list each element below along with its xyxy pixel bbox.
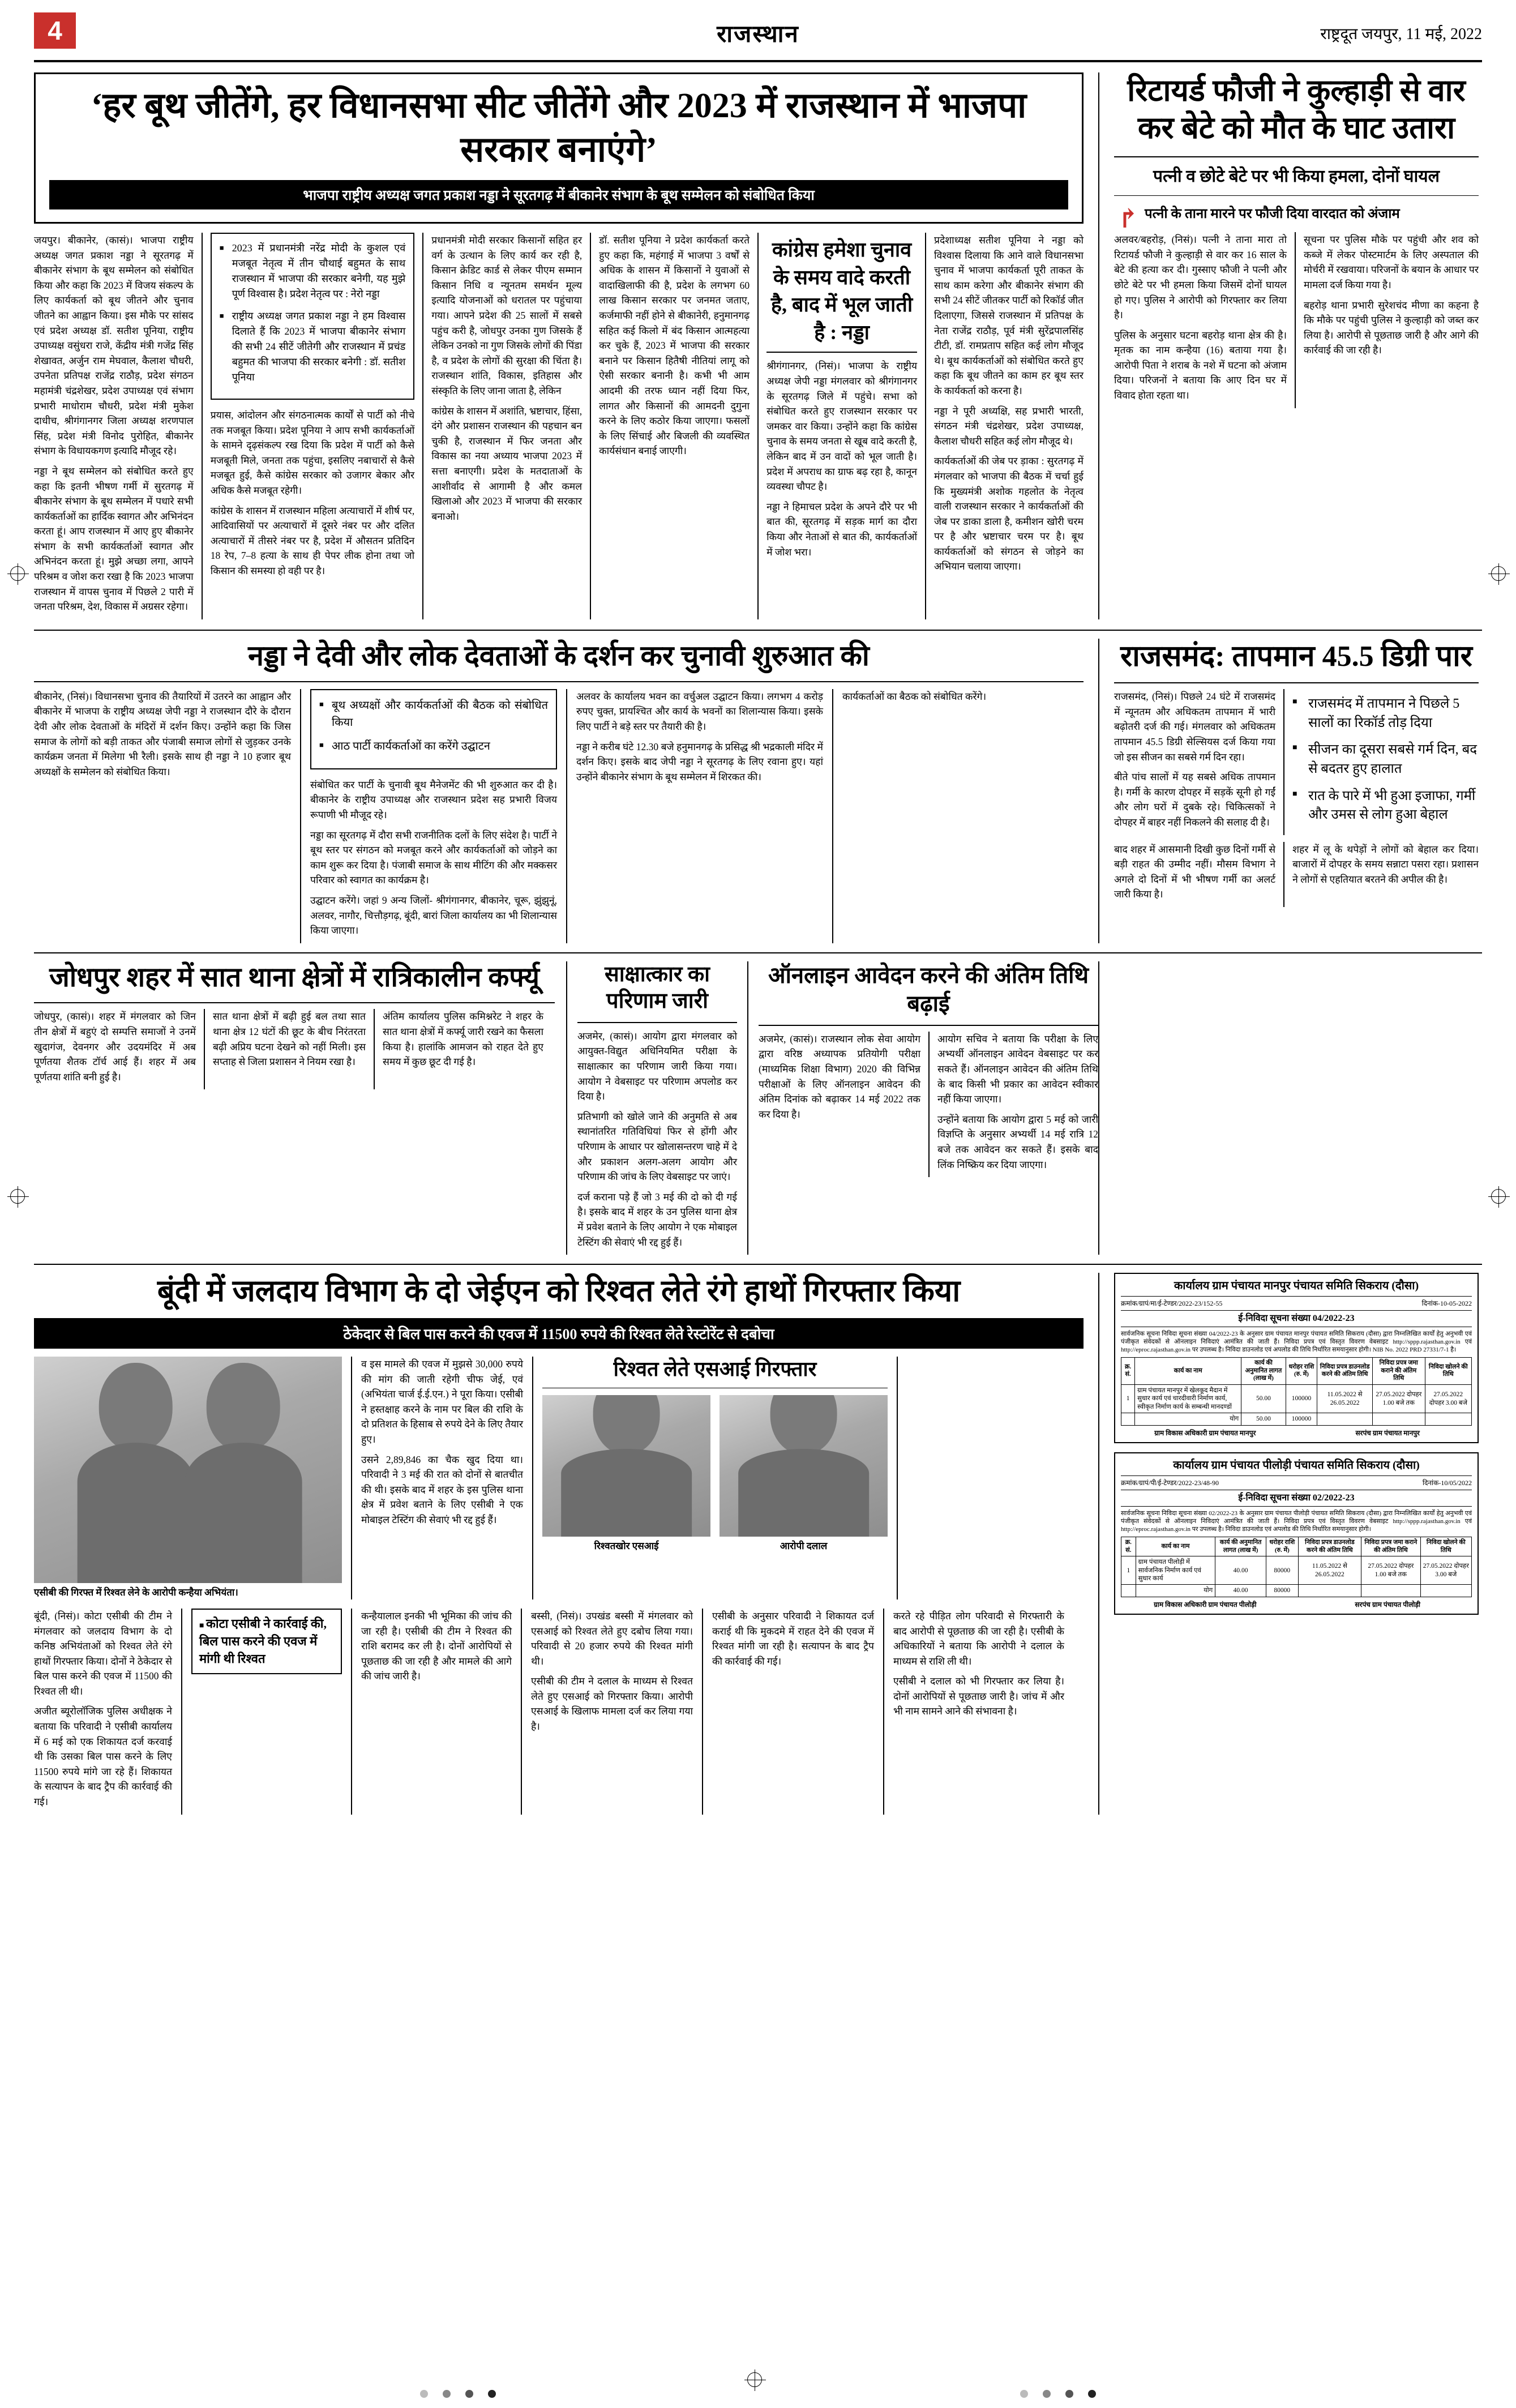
lead-subhead-jeb: कार्यकर्ताओं की जेब पर ड़ाका : सुरतगढ़ में मंगलवार को भाजपा की बैठक में चर्चा हुई कि मुख्यमंत्री अशोक गहलोत के नेतृत्व वाली राजस्थान सरकार ने कार्यकर्ताओं की जेब पर डाका डाला है, कमीशन खोरी चरम पर है और भ्रष्टाचार चरम पर है। बूथ कार्यकर्ताओं को संगठन से जोड़ने का अभियान चलाया जाएगा। xyxy=(934,455,1084,572)
lead-para: डॉ. सतीश पूनिया ने प्रदेश कार्यकर्ता करते हुए कहा कि, महंगाई में भाजपा 3 वर्षों से अधिक के शासन में किसानों ने युवाओं से वादाखिलाफी की है, प्रदेश के लगभग 60 लाख किसान सरकार पर जनमत जताए, कर्जमाफी नहीं होने से बीकानेरी, हनुमानगढ़ सहित कई किलो में बंद किसान आत्महत्या कर चुके हैं, 2023 में भाजपा की सरकार बनाने पर किसान हितैषी नीतियां लागू को ऐसी सरकार बनानी है। कभी भी आम आदमी की तरफ ध्यान नहीं दिया फिर, लागत और किसानों की आमदनी दुगुना करने के लिए कठोर किया जाएगा। फसलों के लिए सिंचाई और बिजली की व्यवस्थित कार्यसंधान बनाई जाएगी। xyxy=(599,234,750,457)
tender1-total-label: योग xyxy=(1135,1413,1241,1425)
nadda-temple-para: नड्डा का सूरतगढ़ में दौरा सभी राजनीतिक दलों के लिए संदेश है। पार्टी ने बूथ स्तर पर संगठन को मजबूत करने और कार्यकर्ताओं को जोड़ने का काम शुरू कर दिया है। पंजाबी समाज के साथ मीटिंग की और मक्कसर परिवार को स्वागत का कार्यक्रम है। xyxy=(310,829,557,886)
online-apply-story xyxy=(747,961,1098,1255)
lead-headline-box xyxy=(34,72,1084,224)
tender1-header-row xyxy=(1121,1357,1472,1384)
tender2-col: कार्य की अनुमानित लागत (लाख में) xyxy=(1215,1537,1266,1556)
tender1-cell: ग्राम पंचायत मानपुर में खेलकूद मैदान में सुधार कार्य एवं चारदीवारी निर्माण कार्य, स्वीकृत निर्माण कार्य के सम्बन्धी मानदण्डों xyxy=(1135,1385,1241,1413)
rajsamand-column-1 xyxy=(1114,689,1283,835)
tender1-total-cost: 50.00 xyxy=(1241,1413,1286,1425)
jodhpur-headline: जोधपुर शहर में सात थाना क्षेत्रों में रात्रिकालीन कर्फ्यू xyxy=(49,962,539,993)
tender1-total-emd: 100000 xyxy=(1286,1413,1317,1425)
tender2-office: कार्यालय ग्राम पंचायत पीलोड़ी पंचायत समिति सिकराय (दौसा) xyxy=(1121,1458,1472,1476)
lead-para: नड्डा ने पूरी अध्यक्षि, सह प्रभारी भारती, संगठन मंत्री चंद्रशेखर, प्रदेश उपाध्यक्ष, कैलाश चौधरी सहित कई लोग मौजूद थे। xyxy=(934,405,1084,447)
rajsamand-bullet: ■ सीजन का दूसरा सबसे गर्म दिन, बद से बदतर हुए हालात xyxy=(1308,741,1479,779)
tender2-total-label: योग xyxy=(1136,1585,1215,1597)
online-apply-column-1 xyxy=(759,1032,928,1177)
lead-para: प्रयास, आंदोलन और संगठनात्मक कार्यों से पार्टी को नीचे तक मजबूत किया। प्रदेश पूनिया ने आप सभी कार्यकर्ताओं के सामने दृढ़संकल्प रख दिया कि प्रदेश में पार्टी को कैसे मजबूती मिले, जनता तक पहुंचा, इसलिए नबाचारों से कैसे मजबूत हुई, कैसे कांग्रेस सरकार को उजागर बेकार और अधिक कैसे मजबूत रहेगी। xyxy=(210,409,415,496)
publication-line: राष्ट्रदूत जयपुर, 11 मई, 2022 xyxy=(1320,25,1482,43)
bundi-para: बस्सी, (निसं)। उपखंड बस्सी में मंगलवार को एसआई को रिश्वत लेते हुए दबोच लिया गया। परिवादी से 20 हजार रुपये की रिश्वत मांगी थी। xyxy=(531,1610,693,1667)
dalal-photo xyxy=(720,1395,888,1537)
ajmer-result-body xyxy=(577,1029,737,1250)
bundi-para: एसीबी के अनुसार परिवादी ने शिकायत दर्ज कराई थी कि मुकदमे में राहत देने की एवज में रिश्वत मांगी जा रही है। सत्यापन के बाद ट्रैप की कार्रवाई की गई। xyxy=(712,1610,874,1667)
tender2-right-meta: दिनांक-10/05/2022 xyxy=(1422,1479,1472,1487)
bundi-para: व इस मामले की एवज में मुझसे 30,000 रुपये की मांग की जाती रहेगी चीफ जेई, एवं (अभियंता चार्ज ई.ई.एन.) ने पूरा किया। एसीबी ने हस्तक्षाह करने के नाम पर बिल की राशि के दो प्रतिशत के हिसाब से रुपये देने के लिए तैयार हुए। xyxy=(361,1358,523,1445)
bundi-para: एसीबी ने दलाल को भी गिरफ्तार कर लिया है। दोनों आरोपियों से पूछताछ जारी है। जांच में और भी नाम सामने आने की संभावना है। xyxy=(893,1675,1064,1717)
bundi-column-4 xyxy=(897,1357,1078,1599)
third-band xyxy=(34,961,1482,1255)
tender2-cell: ग्राम पंचायत पीलोड़ी में सार्वजनिक निर्माण कार्य एवं सुधार कार्य xyxy=(1136,1556,1215,1585)
nadda-temple-para: बीकानेर, (निसं)। विधानसभा चुनाव की तैयारियों में उतरने का आह्वान और बीकानेर में भाजपा के राष्ट्रीय अध्यक्ष जेपी नड्डा ने राजस्थान दौरे के दौरान देवी और लोक देवताओं के मंदिरों में दर्शन किए। उन्होंने कहा कि जिस समाज के लोगों को बड़ी ताकत और पंजाबी समाज लोगों से जुड़कर उनके कार्यक्रम जनता में मिलेगा भी रैली। इसके साथ ही नड्डा ने 10 हजार बूथ अध्यक्षों के सम्मेलन को संबोधित किया। xyxy=(34,690,291,777)
rajsamand-para: बीते पांच सालों में यह सबसे अधिक तापमान है। गर्मी के कारण दोपहर में सड़कें सूनी हो गईं और लोग घरों में दुबके रहे। चिकित्सकों ने दोपहर में बाहर नहीं निकलने की सलाह दी है। xyxy=(1114,771,1276,828)
lead-para: नड्डा ने बूथ सम्मेलन को संबोधित करते हुए कहा कि इतनी भीषण गर्मी में सुरतगढ़ में बीकानेर संभाग के बूथ सम्मेलन में पधारे सभी कार्यकर्ताओं का हार्दिक स्वागत और अभिनंदन करता हूं। आप राजस्थान में आए हुए बीकानेर संभाग के सभी कार्यकर्ताओं स्वागत और अभिनंदन करता हूं। मुझे अच्छा लगा, आपने परिश्रम व जोश करा रखा है कि 2023 भाजपा राजस्थान में वापस चुनाव में पिछले 2 पारी में जनता परिश्रम, देश, विकास में अग्रसर रहेगा। xyxy=(34,465,194,613)
lead-para: कांग्रेस के शासन में अशांति, भ्रष्टाचार, हिंसा, दंगे और प्रशासन राजस्थान की पहचान बन चुकी है, राजस्थान में फिर जनता और विकास का नया अध्याय भाजपा 2023 में सत्ता बनाएगी। प्रदेश के मतदाताओं के आशीर्वाद से आगामी है और कमल खिलाओ और 2023 में भाजपा की सरकार बनाओ। xyxy=(431,405,583,522)
lead-para: श्रीगंगानगर, (निसं)। भाजपा के राष्ट्रीय अध्यक्ष जेपी नड्डा मंगलवार को श्रीगंगानगर के सूरतगढ़ जिले में पहुंचे। सभा को संबोधित करते हुए राजस्थान सरकार पर जमकर वार किया। उन्होंने कहा कि कांग्रेस चुनाव के समय जनता से खूब वादे करती है, लेकिन बाद में उन वादों को भूल जाती है। प्रदेश में अपराध का ग्राफ बढ़ रहा है, कानून व्यवस्था चौपट है। xyxy=(766,360,918,493)
tender2-cell: 27.05.2022 दोपहर 3.00 बजे xyxy=(1420,1556,1471,1585)
ajmer-result-headline: साक्षात्कार का परिणाम जारी xyxy=(605,962,710,1013)
nadda-temple-para: अलवर के कार्यालय भवन का वर्चुअल उद्घाटन किया। लगभग 4 करोड़ रुपए चुक्त, प्रायश्चित और कार्य के भवनों का शिलान्यास किया। इसके लिए पार्टी ने बड़े स्तर पर तैयारी की है। xyxy=(576,690,823,733)
nadda-temple-story xyxy=(34,639,1098,943)
ajmer-result-story xyxy=(566,961,747,1255)
tender1-cell: 11.05.2022 से 26.05.2022 xyxy=(1317,1385,1373,1413)
online-apply-para: उन्होंने बताया कि आयोग द्वारा 5 मई को जारी विज्ञप्ति के अनुसार अभ्यर्थी 14 मई रात्रि 12 बजे तक आवेदन कर सकते हैं। इसके बाद लिंक निष्क्रिय कर दिया जाएगा। xyxy=(937,1113,1098,1170)
tender1-sign-right: सरपंच ग्राम पंचायत मानपुर xyxy=(1355,1428,1420,1437)
tender2-col: क्र. सं. xyxy=(1121,1537,1136,1556)
tender1-cell: 27.05.2022 दोपहर 1.00 बजे तक xyxy=(1372,1385,1425,1413)
lead-column-1 xyxy=(34,233,202,619)
bottom-band xyxy=(34,1273,1482,1815)
tender2-cell: 1 xyxy=(1121,1556,1136,1585)
si-arrest-headline: रिश्वत लेते एसआई गिरफ्तार xyxy=(613,1357,817,1380)
retired-headline: रिटायर्ड फौजी ने कुल्हाड़ी से वार कर बेटे को मौत के घाट उतारा xyxy=(1127,74,1466,145)
online-apply-para: आयोग सचिव ने बताया कि परीक्षा के लिए अभ्यर्थी ऑनलाइन आवेदन वेबसाइट पर कर सकते हैं। ऑनलाइन आवेदन की अंतिम तिथि के बाद किसी भी प्रकार का आवेदन स्वीकार नहीं किया जाएगा। xyxy=(937,1033,1098,1105)
top-section xyxy=(34,72,1482,619)
tender2-header-row xyxy=(1121,1537,1472,1556)
tender1-col: कार्य का नाम xyxy=(1135,1357,1241,1384)
ajmer-para: अजमेर, (कासं)। आयोग द्वारा मंगलवार को आयुक्त-विद्युत अधिनियमित परीक्षा के साक्षात्कार का परिणाम जारी किया गया। आयोग ने वेबसाइट पर परिणाम अपलोड कर दिया है। xyxy=(577,1030,737,1102)
bundi-lower-column-6 xyxy=(883,1609,1064,1815)
tender2-col: धरोहर राशि (रु. में) xyxy=(1266,1537,1298,1556)
tender2-cell: 27.05.2022 दोपहर 1.00 बजे तक xyxy=(1361,1556,1420,1585)
registration-mark xyxy=(1491,1189,1506,1204)
tender2-left-meta: क्रमांक/ग्रापं/पी/ई-टेण्डर/2022-23/48-90 xyxy=(1121,1479,1219,1487)
bundi-photo-block xyxy=(34,1357,351,1599)
bundi-lower-column-4 xyxy=(521,1609,702,1815)
tender1-cell: 27.05.2022 दोपहर 3.00 बजे xyxy=(1425,1385,1471,1413)
lead-kicker: भाजपा राष्ट्रीय अध्यक्ष जगत प्रकाश नड्डा ने सूरतगढ़ में बीकानेर संभाग के बूथ सम्मेलन को संबोधित किया xyxy=(49,180,1068,209)
lead-column-4 xyxy=(590,233,757,619)
tender1-col: धरोहर राशि (रु. में) xyxy=(1286,1357,1317,1384)
bundi-lower-column-2 xyxy=(181,1609,351,1815)
rajsamand-bullets-column xyxy=(1283,689,1479,835)
table-row xyxy=(1121,1585,1472,1597)
bundi-para: बूंदी, (निसं)। कोटा एसीबी की टीम ने मंगलवार को जलदाय विभाग के दो कनिष्ठ अभियंताओं को रिश्वत लेते रंगे हाथों गिरफ्तार किया। दोनों ने ठेकेदार से बिल पास करने की एवज में 11500 की रिश्वत ली थी। xyxy=(34,1610,172,1697)
bundi-para: कन्हैयालाल इनकी भी भूमिका की जांच की जा रही है। एसीबी की टीम ने रिश्वत की राशि बरामद कर ली है। दोनों आरोपियों से पूछताछ की जा रही है और मामले की आगे की जांच जारी है। xyxy=(361,1610,512,1682)
lead-para: जयपुर। बीकानेर, (कासं)। भाजपा राष्ट्रीय अध्यक्ष जगत प्रकाश नड्डा ने सूरतगढ़ में बीकानेर संभाग के बूथ सम्मेलन को संबोधित किया और कहा कि 2023 में विजय संकल्प के लिए कार्यकर्ता को बूथ जीतने और चुनाव जीतने का आह्वान किया। इस मौके पर सांसद एवं प्रदेश अध्यक्ष डॉ. सतीश पूनिया, राष्ट्रीय उपाध्यक्ष वसुंधरा राजे, केंद्रीय मंत्री गजेंद्र सिंह शेखावत, अर्जुन राम मेघवाल, कैलाश चौधरी, उपनेता प्रतिपक्ष राजेंद्र राठौड़, प्रदेश संगठन महामंत्री चंद्रशेखर, प्रदेश उपाध्यक्ष एवं संभाग प्रभारी माधोराम चौधरी, प्रदेश मंत्री मुकेश दाधीच, श्रीगंगानगर जिला अध्यक्ष शरणपाल सिंह, प्रदेश मंत्री विनोद पुरोहित, बीकानेर संभाग के विधायकगण इत्यादि मौजूद रहे। xyxy=(34,234,194,457)
nadda-temple-column-4 xyxy=(832,689,1084,943)
table-row xyxy=(1121,1385,1472,1413)
si-photo-caption: रिश्वतखोर एसआई xyxy=(594,1540,659,1551)
bundi-column-2 xyxy=(351,1357,532,1599)
tender2-paragraph: सार्वजनिक सूचना निविदा सूचना संख्या 02/2022-23 के अनुसार ग्राम पंचायत पीलोड़ी पंचायत समिति सिकराय (दौसा) द्वारा निम्नलिखित कार्यों हेतु अनुभवी एवं पंजीकृत संवेदकों से ऑनलाइन निविदाएं आमंत्रित की जाती हैं। निविदा प्रपत्र एवं विस्तृत विवरण वेबसाइट http://sppp.rajasthan.gov.in एवं http://eproc.rajasthan.gov.in पर उपलब्ध है। निविदा डाउनलोड एवं अपलोड की तिथि निर्धारित समयानुसार होगी। xyxy=(1121,1509,1472,1533)
tender2-col: निविदा प्रपत्र डाउनलोड करने की अंतिम तिथि xyxy=(1298,1537,1361,1556)
tender2-table xyxy=(1121,1537,1472,1597)
tender2-col: निविदा खोलने की तिथि xyxy=(1420,1537,1471,1556)
second-band xyxy=(34,639,1482,943)
si-arrest-story xyxy=(532,1357,897,1599)
lead-bullet: ■ 2023 में प्रधानमंत्री नरेंद्र मोदी के कुशल एवं मजबूत नेतृत्व में तीन चौथाई बहुमत के साथ राजस्थान में भाजपा की सरकार बनेगी, यह मुझे पूर्ण विश्वास है। प्रदेश नेतृत्व पर : नेरो नड्डा xyxy=(232,241,406,302)
table-row xyxy=(1121,1413,1472,1425)
tender1-table xyxy=(1121,1357,1472,1426)
nadda-temple-para: उद्घाटन करेंगे। जहां 9 अन्य जिलों- श्रीगंगानगर, बीकानेर, चूरू, झुंझुनूं, अलवर, नागौर, चित्तौड़गढ़, बूंदी, बारां जिला कार्यालय का भी शिलान्यास किया जाएगा। xyxy=(310,895,557,936)
lead-headline: ‘हर बूथ जीतेंगे, हर विधानसभा सीट जीतेंगे और 2023 में राजस्थान में भाजपा सरकार बनाएंगे’ xyxy=(91,87,1027,169)
retired-column-1 xyxy=(1114,232,1295,408)
tender1-sign-left: ग्राम विकास अधिकारी ग्राम पंचायत मानपुर xyxy=(1154,1428,1256,1437)
rajsamand-column-4 xyxy=(1283,842,1479,907)
tender1-office: कार्यालय ग्राम पंचायत मानपुर पंचायत समिति सिकराय (दौसा) xyxy=(1121,1278,1472,1297)
registration-mark xyxy=(10,1189,25,1204)
tender-notices xyxy=(1098,1273,1479,1815)
bundi-lower-column-3 xyxy=(351,1609,521,1815)
tender-notice-1 xyxy=(1114,1273,1479,1443)
lead-bullet-box xyxy=(211,233,415,400)
retired-soldier-story xyxy=(1098,72,1479,619)
tender1-left-meta: क्रमांक/ग्रापं/मा/ई-टेण्डर/2022-23/152-55 xyxy=(1121,1299,1223,1308)
rajsamand-column-3 xyxy=(1114,842,1283,907)
jodhpur-para: जोधपुर, (कासं)। शहर में मंगलवार को जिन तीन क्षेत्रों में बहुएं दो सम्पत्ति समाजों ने उनमें खुदागंज, देवनगर और उदयमंदिर में अब पूर्णतया शैतक टॉर्च आई हैं। शहर में अब पूर्णतया शांति बनी हुई है। xyxy=(34,1011,196,1083)
tender1-right-meta: दिनांक-10-05-2022 xyxy=(1421,1299,1472,1308)
nadda-temple-bullet: ■ आठ पार्टी कार्यकर्ताओं का करेंगे उद्घाटन xyxy=(332,738,548,755)
rajsamand-para: राजसमंद, (निसं)। पिछले 24 घंटे में राजसमंद में न्यूनतम और अधिकतम तापमान में भारी बढ़ोतरी दर्ज की गई। मंगलवार को अधिकतम तापमान 45.5 डिग्री सेल्सियस दर्ज किया गया जो इस सीजन का सबसे गर्म दिन रहा। xyxy=(1114,691,1276,763)
lead-bullet: ■ राष्ट्रीय अध्यक्ष जगत प्रकाश नड्डा ने हम विश्वास दिलाते हैं कि 2023 में भाजपा बीकानेर संभाग की सभी 24 सीटें जीतेगी और राजस्थान में प्रचंड बहुमत की भाजपा की सरकार बनेगी : डॉ. सतीश पूनिया xyxy=(232,309,406,385)
retired-arrow-note: ↱ पत्नी के ताना मारने पर फौजी दिया वारदात को अंजाम xyxy=(1114,205,1479,223)
bundi-boxed-note xyxy=(191,1609,342,1674)
rajsamand-para: बाद शहर में आसमानी दिखी कुछ दिनों गर्मी से बड़ी राहत की उम्मीद नहीं। मौसम विभाग ने अगले दो दिनों में भी भीषण गर्मी का अलर्ट जारी किया है। xyxy=(1114,843,1276,900)
lead-para: प्रदेशाध्यक्ष सतीश पूनिया ने नड्डा को विश्वास दिलाया कि आने वाले विधानसभा चुनाव में भाजपा कार्यकर्ता पूरी ताकत के साथ काम करेगा और बीकानेर संभाग की सभी 24 सीटें जीतकर पार्टी को रिकॉर्ड जीत दिलाएगा, जिससे राजस्थान में प्रतिपक्ष के नेता राजेंद्र राठौड़, पूर्व मंत्री सुरेंद्रपालसिंह टीटी, डॉ. रामप्रताप सहित कई लोग मौजूद थे। बूथ कार्यकर्ताओं को संबोधित करते हुए कहा कि बूथ जीतने का काम हर बूथ स्तर के कार्यकर्ता को करना है। xyxy=(934,234,1084,396)
section-title: राजस्थान xyxy=(717,22,799,48)
tender1-notice-no: ई-निविदा सूचना संख्या 04/2022-23 xyxy=(1121,1310,1472,1327)
tender2-sign-left: ग्राम विकास अधिकारी ग्राम पंचायत पीलोड़ी xyxy=(1154,1600,1257,1609)
online-apply-para: अजमेर, (कासं)। राजस्थान लोक सेवा आयोग द्वारा वरिष्ठ अध्यापक प्रतियोगी परीक्षा (माध्यमिक शिक्षा विभाग) 2020 की विभिन्न परीक्षाओं के लिए ऑनलाइन आवेदन की अंतिम दिनांक को बढ़ाकर 14 मई 2022 तक कर दिया है। xyxy=(759,1033,920,1120)
masthead xyxy=(34,0,1482,62)
tender1-cell: 100000 xyxy=(1286,1385,1317,1413)
nadda-temple-para: संबोधित कर पार्टी के चुनावी बूथ मैनेजमेंट की भी शुरुआत कर दी है। बीकानेर के राष्ट्रीय उपाध्यक्ष और राजस्थान प्रदेश सह प्रभारी विजय रूपाणी भी मौजूद रहे। xyxy=(310,779,557,821)
lead-pullquote: कांग्रेस हमेशा चुनाव के समय वादे करती है, बाद में भूल जाती है : नड्डा xyxy=(766,233,917,353)
tender1-cell: 1 xyxy=(1121,1385,1135,1413)
lead-pullquote-column xyxy=(757,233,925,619)
tender1-cell: 50.00 xyxy=(1241,1385,1286,1413)
dalal-photo-block xyxy=(720,1395,888,1553)
registration-mark xyxy=(1491,566,1506,581)
bundi-para: अजीत ब्यूरोलॉजिक पुलिस अधीक्षक ने बताया कि परिवादी ने एसीबी कार्यालय में 6 मई को एक शिकायत दर्ज करवाई थी कि उसका बिल पास करने के लिए 11500 रुपये मांगे जा रहे हैं। शिकायत के सत्यापन के बाद ट्रैप की कार्रवाई की गई। xyxy=(34,1705,172,1808)
jodhpur-column-2 xyxy=(204,1009,374,1089)
retired-para: पुलिस के अनुसार घटना बहरोड़ थाना क्षेत्र की है। मृतक का नाम कन्हैया (16) बताया गया है। आरोपी पिता ने शराब के नशे में घटना को अंजाम दिया। परिजनों ने बताया कि आए दिन घर में विवाद होता रहता था। xyxy=(1114,329,1287,401)
jodhpur-para: सात थाना क्षेत्रों में बढ़ी हुई बल तथा सात थाना क्षेत्र 12 घंटों की छूट के बीच निरंतरता बढ़ी अप्रिय घटना देखने को नहीं मिली। इस सप्ताह से जिला प्रशासन ने नियम रखा है। xyxy=(213,1011,366,1068)
tender1-paragraph: सार्वजनिक सूचना निविदा सूचना संख्या 04/2022-23 के अनुसार ग्राम पंचायत मानपुर पंचायत समिति सिकराय (दौसा) द्वारा निम्नलिखित कार्यों हेतु अनुभवी एवं पंजीकृत संवेदकों से ऑनलाइन निविदाएं आमंत्रित की जाती हैं। निविदा प्रपत्र एवं विस्तृत विवरण वेबसाइट http://sppp.rajasthan.gov.in एवं http://eproc.rajasthan.gov.in पर उपलब्ध है। निविदा डाउनलोड एवं अपलोड की तिथि निर्धारित समयानुसार होगी। NIB No. 2022 PRD 27331/7-1 है। xyxy=(1121,1330,1472,1354)
tender2-cell: 11.05.2022 से 26.05.2022 xyxy=(1298,1556,1361,1585)
lead-bullet-column xyxy=(202,233,423,619)
lead-story xyxy=(34,72,1098,619)
acb-arrest-photo xyxy=(34,1357,342,1583)
rajsamand-headline: राजसमंद: तापमान 45.5 डिग्री पार xyxy=(1120,640,1472,673)
si-photo xyxy=(542,1395,710,1537)
si-photo-block xyxy=(542,1395,710,1553)
retired-para: बहरोड़ थाना प्रभारी सुरेशचंद मीणा का कहना है कि मौके पर पहुंची पुलिस ने कुल्हाड़ी को जब्त कर लिया है। आरोपी से पूछताछ जारी है और आगे की कार्रवाई की जा रही है। xyxy=(1304,299,1479,356)
tender-notice-2 xyxy=(1114,1452,1479,1615)
tender1-col: निविदा प्रपत्र जमा कराने की अंतिम तिथि xyxy=(1372,1357,1425,1384)
nadda-temple-column-3 xyxy=(566,689,832,943)
registration-mark xyxy=(747,2372,762,2387)
lead-para: प्रधानमंत्री मोदी सरकार किसानों सहित हर वर्ग के उत्थान के लिए कार्य कर रही है, किसान क्रेडिट कार्ड से लेकर पीएम सम्मान किसान निधि व न्यूनतम समर्थन मूल्य इत्यादि योजनाओं को धरातल पर पहुंचाया गया। आपने प्रदेश की 25 सालों में सबसे पहुंच करी है, जोधपुर उनका गुण जिसके हैं लेकिन उनको ना गुण जिसके लोगों की पिंडा है, व प्रदेश के लोगों की सुरक्षा की चिंता है। राजस्थान शांति, विकास, इतिहास और संस्कृति के लिए जाना जाता है, लेकिन xyxy=(431,234,583,396)
lead-column-3 xyxy=(422,233,590,619)
color-calibration-dots xyxy=(0,2390,1516,2398)
nadda-temple-para: नड्डा ने करीब घंटे 12.30 बजे हनुमानगढ़ के प्रसिद्ध श्री भद्रकाली मंदिर में दर्शन किए। इसके बाद जेपी नड्डा ने सूरतगढ़ के लिए रवाना हुए। यहां उन्होंने बीकानेर संभाग के बूथ सम्मेलन में शिरकत की। xyxy=(576,741,823,782)
retired-para: सूचना पर पुलिस मौके पर पहुंची और शव को कब्जे में लेकर पोस्टमार्टम के लिए अस्पताल की मोर्चरी में रखवाया। परिजनों के बयान के आधार पर मामला दर्ज किया गया है। xyxy=(1304,234,1479,290)
tender2-total-emd: 80000 xyxy=(1266,1585,1298,1597)
nadda-temple-bullet: ■ बूथ अध्यक्षों और कार्यकर्ताओं की बैठक को संबोधित किया xyxy=(332,697,548,731)
bundi-photo-caption: एसीबी की गिरफ्त में रिश्वत लेने के आरोपी कन्हैया अभियंता। xyxy=(34,1586,238,1598)
retired-column-2 xyxy=(1295,232,1479,408)
bundi-boxed-note-text: कोटा एसीबी ने कार्रवाई की, बिल पास करने की एवज में मांगी थी रिश्वत xyxy=(199,1616,327,1666)
tender2-col: कार्य का नाम xyxy=(1136,1537,1215,1556)
registration-mark xyxy=(10,566,25,581)
bundi-story xyxy=(34,1273,1098,1815)
bundi-para: एसीबी की टीम ने दलाल के माध्यम से रिश्वत लेते हुए एसआई को गिरफ्तार किया। आरोपी एसआई के खिलाफ मामला दर्ज कर लिया गया है। xyxy=(531,1675,693,1733)
bundi-para: करते रहे पीड़ित लोग परिवादी से गिरफ्तारी के बाद आरोपी से पूछताछ की जा रही है। एसीबी के अधिकारियों ने बताया कि आरोपी ने दलाल के माध्यम से राशि ली थी। xyxy=(893,1610,1064,1667)
nadda-temple-column-1 xyxy=(34,689,300,943)
tender1-col: निविदा खोलने की तिथि xyxy=(1425,1357,1471,1384)
lead-column-6 xyxy=(925,233,1084,619)
ajmer-para: दर्ज कराना पड़े हैं जो 3 मई की दो को दी गई है। इसके बाद में शहर के उन पुलिस थाना क्षेत्र में प्रवेश बताने के लिए आयोग ने एक मोबाइल टेस्टिंग की सेवाएं भी रद्द हुई हैं। xyxy=(577,1191,737,1248)
bundi-lower-column-5 xyxy=(702,1609,883,1815)
table-row xyxy=(1121,1556,1472,1585)
tender2-cell: 80000 xyxy=(1266,1556,1298,1585)
online-apply-column-2 xyxy=(928,1032,1098,1177)
bundi-lower-column-1 xyxy=(34,1609,181,1815)
jodhpur-column-3 xyxy=(374,1009,543,1089)
tender2-notice-no: ई-निविदा सूचना संख्या 02/2022-23 xyxy=(1121,1490,1472,1507)
ajmer-para: प्रतिभागी को खोले जाने की अनुमति से अब स्थानांतरित गतिविधियां फिर से होंगी और परिणाम के आधार पर खोलासन्तरण चाहे में दे और प्रकाशन अलग-अलग आयोग और परिणाम की जांच के लिए वेबसाइट पर जाएं। xyxy=(577,1110,737,1183)
tender2-total-cost: 40.00 xyxy=(1215,1585,1266,1597)
rajsamand-para: शहर में लू के थपेड़ों ने लोगों को बेहाल कर दिया। बाजारों में दोपहर के समय सन्नाटा पसरा रहा। प्रशासन ने लोगों से एहतियात बरतने की अपील की है। xyxy=(1292,843,1479,885)
jodhpur-story xyxy=(34,961,566,1255)
bundi-headline: बूंदी में जलदाय विभाग के दो जेईएन को रिश्वत लेते रंगे हाथों गिरफ्तार किया xyxy=(157,1274,961,1308)
tender2-cell: 40.00 xyxy=(1215,1556,1266,1585)
rajsamand-spacer xyxy=(1098,961,1479,1255)
rajsamand-bullet: ■ राजसमंद में तापमान ने पिछले 5 सालों का रिकॉर्ड तोड़ दिया xyxy=(1308,695,1479,733)
jodhpur-column-1 xyxy=(34,1009,204,1089)
tender1-col: कार्य की अनुमानित लागत (लाख में) xyxy=(1241,1357,1286,1384)
retired-strap: पत्नी व छोटे बेटे पर भी किया हमला, दोनों घायल xyxy=(1153,166,1440,186)
nadda-temple-para: कार्यकर्ताओं का बैठक को संबोधित करेंगे। xyxy=(842,690,987,702)
bundi-kicker: ठेकेदार से बिल पास करने की एवज में 11500 रुपये की रिश्वत लेते रेस्टोरेंट से दबोचा xyxy=(34,1318,1084,1349)
tender2-sign-right: सरपंच ग्राम पंचायत पीलोड़ी xyxy=(1355,1600,1420,1609)
rajsamand-story xyxy=(1098,639,1479,943)
retired-para: अलवर/बहरोड़, (निसं)। पत्नी ने ताना मारा तो रिटायर्ड फौजी ने कुल्हाड़ी से वार कर 16 साल के बेटे की हत्या कर दी। गुस्साए फौजी ने पत्नी और छोटे बेटे पर भी हमला किया जिसमें दोनों घायल हो गए। पुलिस ने आरोपी को गिरफ्तार कर लिया है। xyxy=(1114,234,1287,321)
bundi-para: उसने 2,89,846 का चैक खुद दिया था। परिवादी ने 3 मई की रात को दोनों से बातचीत की थी। इसके बाद में शहर के इस पुलिस थाना क्षेत्र में प्रवेश बताने के लिए एसीबी ने एक मोबाइल टेस्टिंग की सेवाएं भी रद्द हुई हैं। xyxy=(361,1453,523,1525)
jodhpur-para: अंतिम कार्यालय पुलिस कमिश्नरेट ने शहर के सात थाना क्षेत्रों में कर्फ्यू जारी रखने का फैसला किया है। हालांकि आमजन को राहत देते हुए समय में कुछ छूट दी गई है। xyxy=(383,1011,543,1068)
page-number: 4 xyxy=(34,12,76,49)
tender1-col: निविदा प्रपत्र डाउनलोड करने की अंतिम तिथि xyxy=(1317,1357,1373,1384)
online-apply-headline: ऑनलाइन आवेदन करने की अंतिम तिथि बढ़ाई xyxy=(768,962,1089,1016)
lead-para: कांग्रेस के शासन में राजस्थान महिला अत्याचारों में शीर्ष पर, आदिवासियों पर अत्याचारों में दूसरे नंबर पर और दलित अत्याचारों में तीसरे नंबर पर है, प्रदेश में औसतन प्रतिदिन 18 रेप, 7–8 हत्या के साथ ही पेपर लीक होना तथा जो किसान की समस्या हो वही पर है। xyxy=(210,504,415,576)
rajsamand-bullet: ■ रात के पारे में भी हुआ इजाफा, गर्मी और उमस से लोग हुआ बेहाल xyxy=(1308,787,1479,825)
lead-para: नड्डा ने हिमाचल प्रदेश के अपने दौरे पर भी बात की, सूरतगढ़ में सड़क मार्ग का दौरा किया और नेताओं से बात की, कार्यकर्ताओं में जोश भरा। xyxy=(766,501,918,558)
nadda-temple-headline: नड्डा ने देवी और लोक देवताओं के दर्शन कर चुनावी शुरुआत की xyxy=(248,639,870,671)
tender2-col: निविदा प्रपत्र जमा कराने की अंतिम तिथि xyxy=(1361,1537,1420,1556)
nadda-temple-boxed-column xyxy=(300,689,566,943)
tender1-col: क्र. सं. xyxy=(1121,1357,1135,1384)
dalal-photo-caption: आरोपी दलाल xyxy=(780,1540,828,1551)
nadda-temple-bullet-box xyxy=(310,689,557,769)
